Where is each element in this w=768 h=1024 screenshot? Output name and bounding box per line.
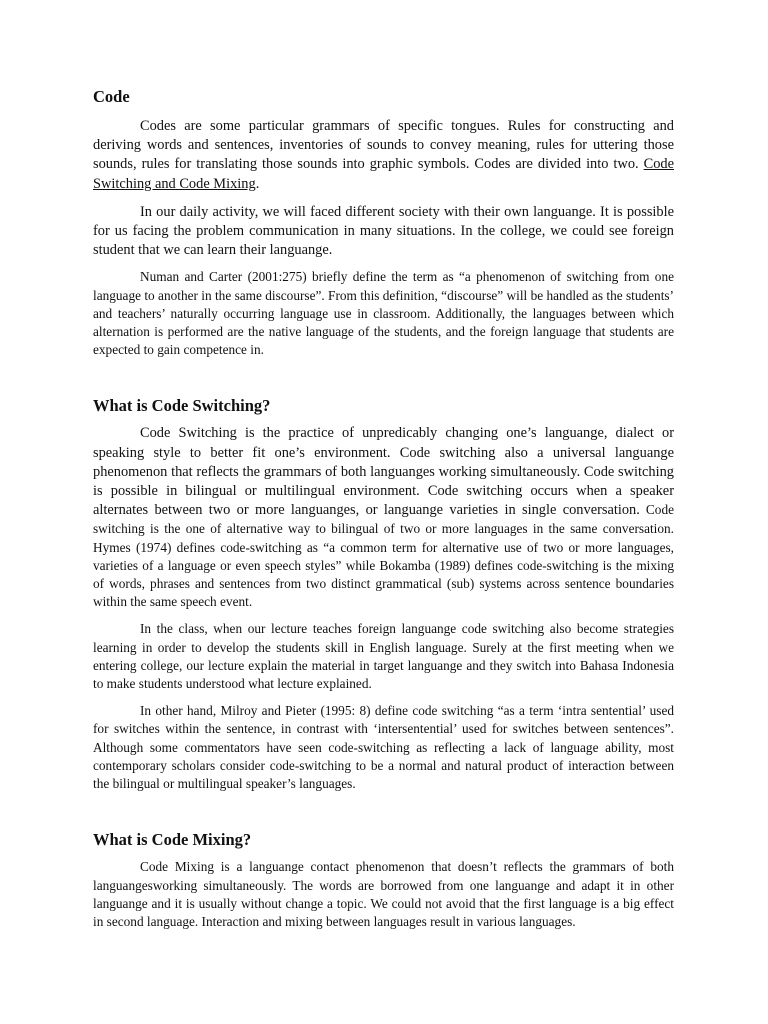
paragraph-code-switching-definition bbox=[93, 424, 674, 611]
section-heading-code: Code bbox=[93, 87, 130, 106]
paragraph-in-the-class: In the class, when our lecture teaches foreign languange code switching also become strategies learning in order to develop the students skill in English language. Surely at the first meeting when we entering college, our lecture explain the material in target languange and they switch into Bahasa Indonesia to make students understood what lecture explained. bbox=[93, 621, 674, 692]
paragraph-text-small: Code switching is the one of alternative way to bilingual of two or more languages in the same conversation. Hymes (1974) defines code-switching as “a common term for alternative use of two or more languages, varieties of a language or even speech styles” while Bokamba (1989) defines code-switching is the mixing of words, phrases and sentences from two distinct grammatical (sub) systems across sentence boundaries within the same speech event. bbox=[93, 502, 674, 610]
section-heading-code-mixing: What is Code Mixing? bbox=[93, 830, 252, 850]
paragraph-milroy-pieter: In other hand, Milroy and Pieter (1995: 8) define code switching “as a term ‘intra sentential’ used for switches within the sentence, in contrast with ‘intersentential’ used for switches between sentences”. Although some commentators have seen code-switching as reflecting a lack of language ability, most contemporary scholars consider code-switching to be a normal and natural product of interaction between the bilingual or multilingual speaker’s languages. bbox=[93, 703, 674, 792]
document-page bbox=[93, 86, 674, 931]
paragraph-code-mixing-definition: Code Mixing is a languange contact phenomenon that doesn’t reflects the grammars of both languangesworking simultaneously. The words are borrowed from one languange and adapt it in other languange and it is usually without change a topic. We could not avoid that the first language is a big effect in second language. Interaction and mixing between languages result in various languages. bbox=[93, 859, 674, 929]
paragraph-end: . bbox=[255, 175, 260, 192]
paragraph-text: Codes are some particular grammars of specific tongues. Rules for constructing and deriving words and sentences, inventories of sounds to convey meaning, rules for uttering those sounds, rules for translating those sounds into graphic symbols. Codes are divided into two. bbox=[93, 118, 674, 173]
code-switching-mixing-link: Code Switching and Code Mixing bbox=[93, 156, 674, 192]
section-heading-code-switching: What is Code Switching? bbox=[93, 396, 271, 416]
paragraph-daily-activity: In our daily activity, we will faced different society with their own languange. It is possible for us facing the problem communication in many situations. In the college, we could see foreign student that we can learn their languange. bbox=[93, 203, 674, 259]
paragraph-codes-definition bbox=[93, 117, 674, 194]
paragraph-numan-carter: Numan and Carter (2001:275) briefly define the term as “a phenomenon of switching from one language to another in the same discourse”. From this definition, “discourse” will be handled as the students’ and teachers’ naturally occurring language use in classroom. Additionally, the languages between which alternation is performed are the native language of the students, and the foreign language that students are expected to gain competence in. bbox=[93, 269, 674, 358]
paragraph-text-large: Code Switching is the practice of unpredicably changing one’s languange, dialect or speaking style to better fit one’s environment. Code switching also a universal languange phenomenon that reflects the grammars of both languanges working simultaneously. Code switching is possible in bilingual or multilingual environment. Code switching occurs when a speaker alternates between two or more languanges, or languange varieties in single conversation. bbox=[93, 425, 674, 519]
